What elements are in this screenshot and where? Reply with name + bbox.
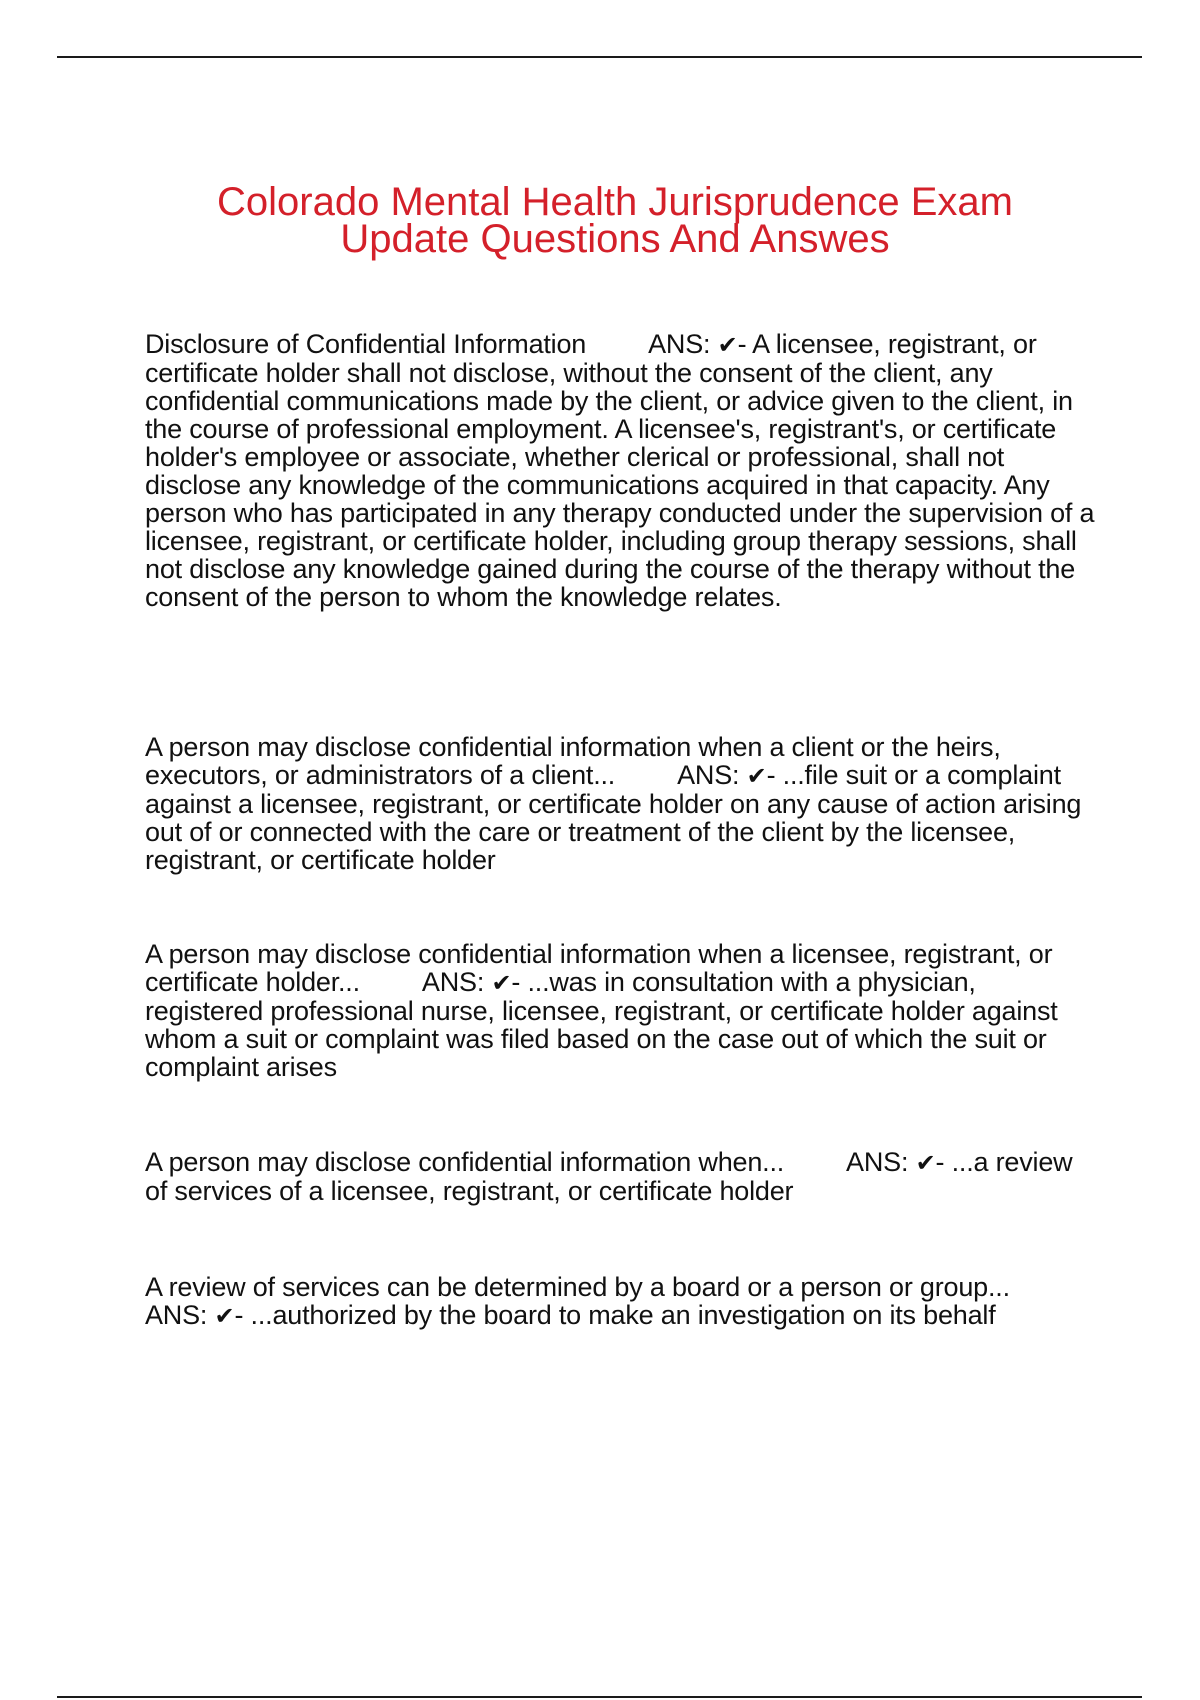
qa-item (145, 733, 1095, 874)
top-rule (57, 56, 1142, 58)
checkmark-icon: ✔ (491, 969, 512, 997)
bottom-rule (57, 1696, 1142, 1698)
checkmark-icon: ✔ (915, 1149, 936, 1177)
title-line-2: Update Questions And Answes (340, 217, 890, 261)
answer-text: - ...file suit or a complaint against a licensee, registrant, or certificate holder on any cause of action arising out of or connected with the care or treatment of the client by the licensee, registrant, or certificate holder (145, 760, 1082, 875)
answer-text: - ...authorized by the board to make an investigation on its behalf (234, 1300, 996, 1330)
answer-label: ANS: (846, 1147, 909, 1177)
answer-label: ANS: (421, 967, 485, 997)
answer-text: - ...was in consultation with a physician, registered professional nurse, licensee, registrant, or certificate holder against whom a suit or complaint was filed based on the case out of which the suit or complaint arises (145, 967, 1058, 1082)
checkmark-icon: ✔ (214, 1302, 235, 1330)
document-title (60, 180, 1170, 261)
qa-item (145, 1273, 1095, 1330)
answer-text: - A licensee, registrant, or certificate holder shall not disclose, without the consent of the client, any confidential communications made by the client, or advice given to the client, in the course of professional employment. A licensee's, registrant's, or certificate holder's employee or associate, whether clerical or professional, shall not disclose any knowledge of the communications acquired in that capacity. Any person who has participated in any therapy conducted under the supervision of a licensee, registrant, or certificate holder, including group therapy sessions, shall not disclose any knowledge gained during the course of the therapy without the consent of the person to whom the knowledge relates. (145, 329, 1095, 612)
answer-label: ANS: (648, 329, 711, 359)
qa-item (145, 940, 1095, 1081)
question-text: A person may disclose confidential information when a client or the heirs, executors, or administrators of a client... (145, 732, 1001, 790)
title-line-1: Colorado Mental Health Jurisprudence Exam (217, 180, 1013, 224)
question-text: Disclosure of Confidential Information (145, 329, 587, 359)
question-text: A person may disclose confidential information when... (145, 1147, 785, 1177)
answer-label: ANS: (145, 1300, 208, 1330)
answer-text: - ...a review of services of a licensee, registrant, or certificate holder (145, 1147, 1073, 1206)
qa-item (145, 1148, 1095, 1205)
qa-item (145, 330, 1095, 611)
question-text: A person may disclose confidential information when a licensee, registrant, or certificate holder... (145, 939, 1053, 997)
checkmark-icon: ✔ (717, 331, 738, 359)
checkmark-icon: ✔ (746, 762, 767, 790)
answer-label: ANS: (677, 760, 740, 790)
question-text: A review of services can be determined by a board or a person or group... (145, 1272, 1010, 1302)
